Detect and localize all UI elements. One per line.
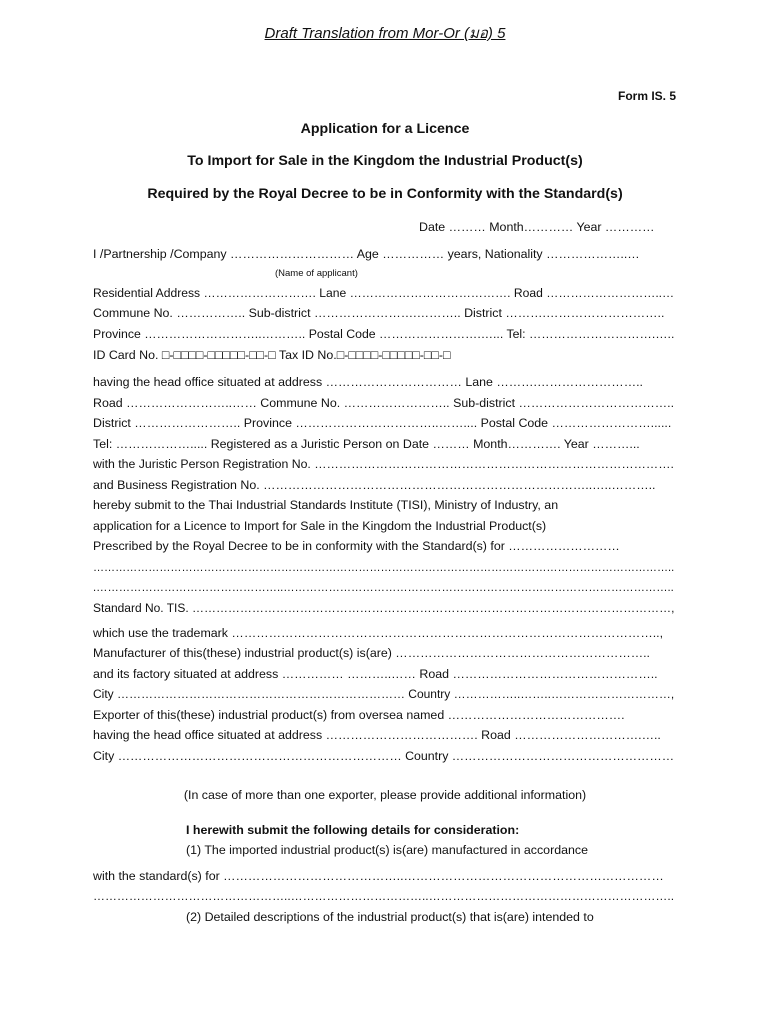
exporter-note: (In case of more than one exporter, please provide additional information): [183, 788, 587, 802]
date-line: Date ……… Month………… Year …………: [419, 220, 655, 234]
id-card-line: ID Card No. □-□□□□-□□□□□-□□-□ Tax ID No.□-□□□□-□□□□□-□□-□: [93, 348, 451, 362]
document-header: Draft Translation from Mor-Or (มอ) 5: [264, 25, 506, 42]
juristic-registration-line: with the Juristic Person Registration No. …………………………………………………………………………….: [93, 457, 674, 471]
factory-address-line: and its factory situated at address …………… ………..…… Road …………………………………………..: [93, 667, 658, 681]
submission-text-1: hereby submit to the Thai Industrial Standards Institute (TISI), Ministry of Industry, an: [93, 498, 559, 512]
factory-city-line: City ……………………………………………………………… Country ……………..……..…………………………,: [93, 687, 675, 701]
submission-text-3: Prescribed by the Royal Decree to be in conformity with the Standard(s) for ………………………: [93, 539, 620, 553]
blank-line: …………………………………………………………………………………………………………………………………………..: [93, 560, 675, 574]
residential-address-line: Residential Address ………………………. Lane …………………………………. Road ………………………..…: [93, 286, 675, 300]
district-line: District …………………….. Province ……………………………..…….... Postal Code ……………………......: [93, 416, 672, 430]
standard-line: Standard No. TIS. …………………………………………………………………………………………………………,: [93, 601, 675, 615]
item-1-standard-line: with the standard(s) for ……………………………………..………………………………………………………: [93, 869, 664, 883]
head-office-line: having the head office situated at address …………………………… Lane ……….……………………..: [93, 375, 643, 389]
title-line-2: To Import for Sale in the Kingdom the Industrial Product(s): [187, 153, 583, 169]
details-heading: I herewith submit the following details for consideration:: [186, 823, 520, 837]
exporter-line: Exporter of this(these) industrial product(s) from oversea named …………………………………….: [93, 708, 625, 722]
applicant-line: I /Partnership /Company ………………………… Age …………… years, Nationality ………………..…: [93, 247, 640, 261]
item-2-text: (2) Detailed descriptions of the industrial product(s) that is(are) intended to: [186, 910, 594, 924]
road-line: Road ……………………..…… Commune No. …………………….. Sub-district ………………………………..: [93, 396, 675, 410]
business-registration-line: and Business Registration No. ……………………………………………………………………..…..………..: [93, 478, 656, 492]
submission-text-2: application for a Licence to Import for Sale in the Kingdom the Industrial Product(s): [93, 519, 547, 533]
title-line-1: Application for a Licence: [300, 121, 470, 137]
manufacturer-line: Manufacturer of this(these) industrial product(s) is(are) ……………………………………………………..: [93, 646, 651, 660]
tel-line: Tel: ………………..... Registered as a Juristic Person on Date ……… Month…………. Year ………...: [93, 437, 640, 451]
exporter-address-line: having the head office situated at address ………………………………. Road ………………………….…..: [93, 728, 661, 742]
exporter-city-line: City …………………………………………………………… Country ………………………………………………: [93, 749, 675, 763]
commune-line: Commune No. …………….. Sub-district …………………….……….. District ……….………………………..: [93, 306, 665, 320]
name-of-applicant-caption: (Name of applicant): [275, 268, 358, 279]
province-line: Province ………………………..……….. Postal Code …………………….…... Tel: ………………………….…..: [93, 327, 675, 341]
trademark-line: which use the trademark …………………………………………………………………………………………..,: [93, 626, 664, 640]
title-line-3: Required by the Royal Decree to be in Conformity with the Standard(s): [147, 186, 623, 202]
item-1-text: (1) The imported industrial product(s) is(are) manufactured in accordance: [186, 843, 588, 857]
blank-line: …………………………………………..……………………………..……………………………………………………..: [93, 889, 675, 903]
form-number: Form IS. 5: [617, 89, 676, 103]
blank-line: .…………………………………………..…………………………………………………………………………………………..: [93, 580, 674, 594]
